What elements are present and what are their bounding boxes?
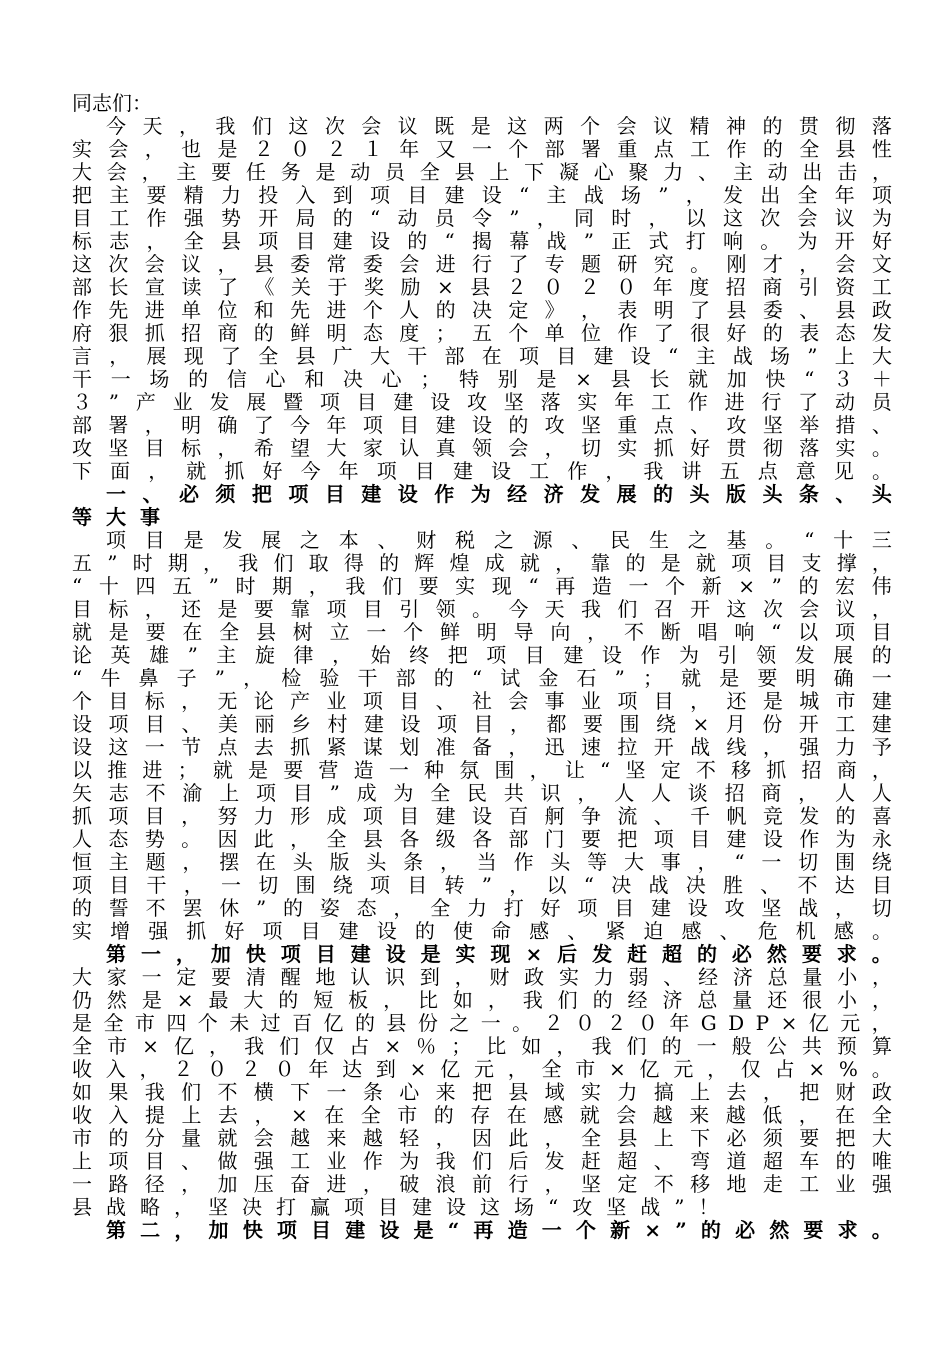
paragraph-line: 恒 主 题 ， 摆 在 头 版 头 条 ， 当 作 头 等 大 事 ， “ 一 切 围 绕 [72,851,892,874]
greeting: 同志们： [72,92,152,115]
paragraph-line: 项 目 干 ， 一 切 围 绕 项 目 转 ” ， 以 “ 决 战 决 胜 、 不 达 目 [72,874,892,897]
section-heading-line: 第 一 ， 加 快 项 目 建 设 是 实 现 × 后 发 赶 超 的 必 然 要 求 。 [106,943,892,966]
paragraph-line: 以 推 进 ； 就 是 要 营 造 一 种 氛 围 ， 让 “ 坚 定 不 移 抓 招 商 ， [72,759,892,782]
paragraph-line: 目 标 ， 还 是 要 靠 项 目 引 领 。 今 天 我 们 召 开 这 次 会 议 ， [72,598,892,621]
paragraph-line: 实 增 强 抓 好 项 目 建 设 的 使 命 感 、 紧 迫 感 、 危 机 感 。 [72,920,892,943]
paragraph-line: “ 牛 鼻 子 ” ， 检 验 干 部 的 “ 试 金 石 ” ； 就 是 要 明 确 一 [72,667,892,690]
paragraph-line: 仍 然 是 × 最 大 的 短 板 ， 比 如 ， 我 们 的 经 济 总 量 还 很 小 ， [72,989,892,1012]
paragraph-line: 言 ， 展 现 了 全 县 广 大 干 部 在 项 目 建 设 “ 主 战 场 ” 上 大 [72,345,892,368]
paragraph-line: 标 志 ， 全 县 项 目 建 设 的 “ 揭 幕 战 ” 正 式 打 响 。 为 开 好 [72,230,892,253]
paragraph-line: 的 誓 不 罢 休 ” 的 姿 态 ， 全 力 打 好 项 目 建 设 攻 坚 战 ， 切 [72,897,892,920]
paragraph-line: 府 狠 抓 招 商 的 鲜 明 态 度 ； 五 个 单 位 作 了 很 好 的 表 态 发 [72,322,892,345]
paragraph-line: 县战略，坚决打赢项目建设这场“攻坚战”！ [72,1196,733,1219]
paragraph-line: 收 入 提 上 去 ， × 在 全 市 的 存 在 感 就 会 越 来 越 低 ， 在 全 [72,1104,892,1127]
paragraph-line: 下 面 ， 就 抓 好 今 年 项 目 建 设 工 作 ， 我 讲 五 点 意 见 。 [72,460,892,483]
paragraph-line: 实 会 ， 也 是 ２ ０ ２ １ 年 又 一 个 部 署 重 点 工 作 的 全 县 性 [72,138,892,161]
document-page [72,92,892,1242]
paragraph-line: “ 十 四 五 ” 时 期 ， 我 们 要 实 现 “ 再 造 一 个 新 × ” 的 宏 伟 [72,575,892,598]
paragraph-line: 全 市 × 亿 ， 我 们 仅 占 × ％ ； 比 如 ， 我 们 的 一 般 公 共 预 算 [72,1035,892,1058]
paragraph-line: 如 果 我 们 不 横 下 一 条 心 来 把 县 域 实 力 搞 上 去 ， 把 财 政 [72,1081,892,1104]
paragraph-line: 抓 项 目 ， 努 力 形 成 项 目 建 设 百 舸 争 流 、 千 帆 竞 发 的 喜 [72,805,892,828]
paragraph-line: 上 项 目 、 做 强 工 业 作 为 我 们 后 发 赶 超 、 弯 道 超 车 的 唯 [72,1150,892,1173]
paragraph-line: 干 一 场 的 信 心 和 决 心 ； 特 别 是 × 县 长 就 加 快 “ ３ ＋ [72,368,892,391]
section-heading-line: 一 、 必 须 把 项 目 建 设 作 为 经 济 发 展 的 头 版 头 条 、 头 [106,483,892,506]
paragraph-line: 一 路 径 ， 加 压 奋 进 ， 破 浪 前 行 ， 坚 定 不 移 地 走 工 业 强 [72,1173,892,1196]
paragraph-line: ３ ” 产 业 发 展 暨 项 目 建 设 攻 坚 落 实 年 工 作 进 行 了 动 员 [72,391,892,414]
paragraph-line: 设 这 一 节 点 去 抓 紧 谋 划 准 备 ， 迅 速 拉 开 战 线 ， 强 力 予 [72,736,892,759]
section-heading-line: 等大事 [72,506,174,529]
paragraph-line: 这 次 会 议 ， 县 委 常 委 会 进 行 了 专 题 研 究 。 刚 才 ， 会 文 [72,253,892,276]
paragraph-line: 市 的 分 量 就 会 越 来 越 轻 ， 因 此 ， 全 县 上 下 必 须 要 把 大 [72,1127,892,1150]
paragraph-line: 项 目 是 发 展 之 本 、 财 税 之 源 、 民 生 之 基 。 “ 十 三 [106,529,892,552]
paragraph-line: 大 会 ， 主 要 任 务 是 动 员 全 县 上 下 凝 心 聚 力 、 主 动 出 击 ， [72,161,892,184]
paragraph-line: 个 目 标 ， 无 论 产 业 项 目 、 社 会 事 业 项 目 ， 还 是 城 市 建 [72,690,892,713]
paragraph-line: 大 家 一 定 要 清 醒 地 认 识 到 ， 财 政 实 力 弱 、 经 济 总 量 小 ， [72,966,892,989]
paragraph-line: 部 署 ， 明 确 了 今 年 项 目 建 设 的 攻 坚 重 点 、 攻 坚 举 措 、 [72,414,892,437]
paragraph-line: 今 天 ， 我 们 这 次 会 议 既 是 这 两 个 会 议 精 神 的 贯 彻 落 [106,115,892,138]
paragraph-line: 目 工 作 强 势 开 局 的 “ 动 员 令 ” ， 同 时 ， 以 这 次 会 议 为 [72,207,892,230]
paragraph-line: 论 英 雄 ” 主 旋 律 ， 始 终 把 项 目 建 设 作 为 引 领 发 展 的 [72,644,892,667]
paragraph-line: 把 主 要 精 力 投 入 到 项 目 建 设 “ 主 战 场 ” ， 发 出 全 年 项 [72,184,892,207]
paragraph-line: 作 先 进 单 位 和 先 进 个 人 的 决 定 》 ， 表 明 了 县 委 、 县 政 [72,299,892,322]
paragraph-line: 矢 志 不 渝 上 项 目 ” 成 为 全 民 共 识 ， 人 人 谈 招 商 ， 人 人 [72,782,892,805]
paragraph-line: 人 态 势 。 因 此 ， 全 县 各 级 各 部 门 要 把 项 目 建 设 作 为 永 [72,828,892,851]
paragraph-line: 五 ” 时 期 ， 我 们 取 得 的 辉 煌 成 就 ， 靠 的 是 就 项 目 支 撑 ， [72,552,892,575]
section-heading-line: 第 二 ， 加 快 项 目 建 设 是 “ 再 造 一 个 新 × ” 的 必 然 要 求 。 [106,1219,892,1242]
paragraph-line: 就 是 要 在 全 县 树 立 一 个 鲜 明 导 向 ， 不 断 唱 响 “ 以 项 目 [72,621,892,644]
paragraph-line: 设 项 目 、 美 丽 乡 村 建 设 项 目 ， 都 要 围 绕 × 月 份 开 工 建 [72,713,892,736]
paragraph-line: 收 入 ， ２ ０ ２ ０ 年 达 到 × 亿 元 ， 全 市 × 亿 元 ， 仅 占 × % 。 [72,1058,892,1081]
paragraph-line: 是 全 市 四 个 未 过 百 亿 的 县 份 之 一 。 ２ ０ ２ ０ 年 G D P × 亿 元 ， [72,1012,892,1035]
paragraph-line: 部 长 宣 读 了 《 关 于 奖 励 × 县 ２ ０ ２ ０ 年 度 招 商 引 资 工 [72,276,892,299]
paragraph-line: 攻 坚 目 标 ， 希 望 大 家 认 真 领 会 ， 切 实 抓 好 贯 彻 落 实 。 [72,437,892,460]
body-text [72,115,892,1242]
